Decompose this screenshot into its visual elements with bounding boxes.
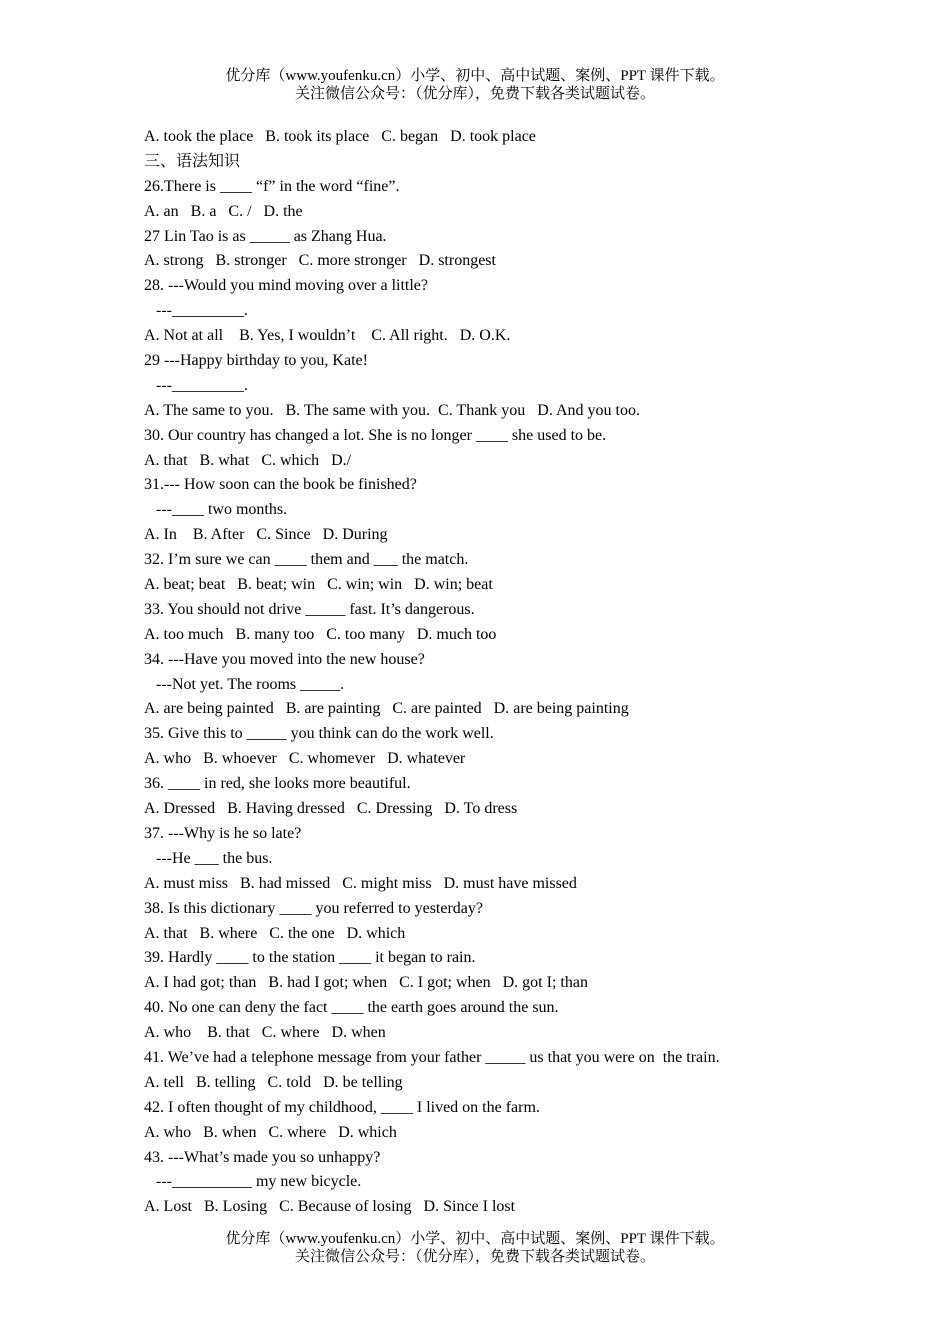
text-line: A. Dressed B. Having dressed C. Dressing D. To dress [144,800,518,818]
text-line: 35. Give this to _____ you think can do the work well. [144,725,494,743]
text-line: A. beat; beat B. beat; win C. win; win D. win; beat [144,576,493,594]
text-line: 26.There is ____ “f” in the word “fine”. [144,177,400,195]
page-header [0,67,950,103]
text-line: ---He ___ the bus. [144,849,273,867]
header-line-1: 优分库（www.youfenku.cn）小学、初中、高中试题、案例、PPT 课件下载。 [225,68,725,84]
text-line: A. who B. that C. where D. when [144,1024,386,1042]
text-line: ---Not yet. The rooms _____. [144,675,345,693]
text-line: 30. Our country has changed a lot. She is no longer ____ she used to be. [144,426,607,444]
text-line: ---__________ my new bicycle. [144,1173,362,1191]
text-line: 三、语法知识 [144,152,241,170]
text-line: 37. ---Why is he so late? [144,824,302,842]
text-line: ---____ two months. [144,501,288,519]
document-body [144,125,924,1220]
text-line: A. Lost B. Losing C. Because of losing D. Since I lost [144,1198,516,1216]
text-line: A. too much B. many too C. too many D. much too [144,625,497,643]
page-footer [0,1230,950,1266]
text-line: ---_________. [144,376,248,394]
text-line: 40. No one can deny the fact ____ the earth goes around the sun. [144,999,559,1017]
text-line: 41. We’ve had a telephone message from your father _____ us that you were on the train. [144,1048,720,1066]
text-line: 27 Lin Tao is as _____ as Zhang Hua. [144,227,387,245]
text-line: A. tell B. telling C. told D. be telling [144,1073,403,1091]
text-line: ---_________. [144,302,248,320]
text-line: 42. I often thought of my childhood, ____ I lived on the farm. [144,1098,540,1116]
text-line: 39. Hardly ____ to the station ____ it began to rain. [144,949,476,967]
text-line: 29 ---Happy birthday to you, Kate! [144,352,368,370]
text-line: 34. ---Have you moved into the new house? [144,650,425,668]
text-line: A. strong B. stronger C. more stronger D. strongest [144,252,496,270]
text-line: 32. I’m sure we can ____ them and ___ the match. [144,551,469,569]
text-line: A. who B. whoever C. whomever D. whatever [144,750,466,768]
text-line: 33. You should not drive _____ fast. It’s dangerous. [144,600,475,618]
footer-line-1: 优分库（www.youfenku.cn）小学、初中、高中试题、案例、PPT 课件下载。 [225,1231,725,1247]
text-line: 43. ---What’s made you so unhappy? [144,1148,381,1166]
text-line: A. an B. a C. / D. the [144,202,303,220]
footer-line-2: 关注微信公众号：（优分库），免费下载各类试题试卷。 [294,1249,655,1265]
header-line-2: 关注微信公众号：（优分库），免费下载各类试题试卷。 [294,86,655,102]
text-line: 31.--- How soon can the book be finished? [144,476,417,494]
text-line: A. The same to you. B. The same with you. C. Thank you D. And you too. [144,401,640,419]
text-line: 36. ____ in red, she looks more beautiful. [144,775,411,793]
text-line: A. took the place B. took its place C. began D. took place [144,128,536,145]
text-line: A. who B. when C. where D. which [144,1123,397,1141]
text-line: A. Not at all B. Yes, I wouldn’t C. All right. D. O.K. [144,327,511,345]
text-line: A. are being painted B. are painting C. are painted D. are being painting [144,700,629,718]
text-line: A. I had got; than B. had I got; when C. I got; when D. got I; than [144,974,588,992]
text-line: 38. Is this dictionary ____ you referred to yesterday? [144,899,484,917]
text-line: A. that B. where C. the one D. which [144,924,406,942]
text-line: A. In B. After C. Since D. During [144,526,388,544]
text-line: 28. ---Would you mind moving over a little? [144,277,428,295]
text-line: A. that B. what C. which D./ [144,451,352,469]
text-line: A. must miss B. had missed C. might miss D. must have missed [144,874,577,892]
